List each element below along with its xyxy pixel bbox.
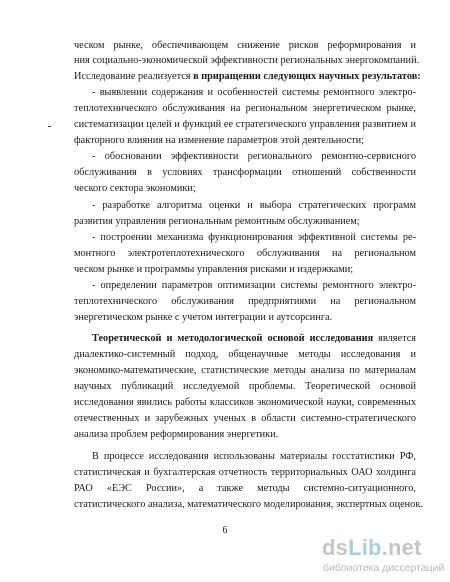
- text-line: статистического анализа, математического моделирования, экспертных оценок.: [74, 499, 423, 510]
- text-segment: в приращении следующих научных результатов:: [193, 71, 421, 82]
- text-line: анализа проблем реформирования энергетики.: [74, 429, 279, 440]
- text-segment: является: [373, 333, 416, 344]
- text-line: РАО «ЕЭС России», а также методы системно-ситуационного,: [74, 483, 416, 494]
- text-line: - определении параметров оптимизации системы ремонтного электро-: [92, 280, 416, 291]
- text-line: статистическая и бухгалтерская отчетность территориальных ОАО холдинга: [74, 467, 416, 478]
- text-line: ческом рынке и программы управления рисками и издержками;: [74, 264, 354, 275]
- text-segment: Исследование реализуется: [74, 71, 194, 82]
- watermark-logo: [322, 535, 422, 561]
- text-line: энергетическом рынке с учетом интеграции и аутсорсинга.: [74, 312, 333, 323]
- text-line: систематизации целей и функций ее стратегического управления развитием и: [74, 119, 416, 130]
- text-line: теплотехнического обслуживания предприятиями на региональном: [74, 296, 416, 307]
- watermark-logo-lib: Lib: [348, 535, 382, 560]
- text-line: [92, 332, 416, 345]
- text-segment: Теоретической и методологической основой исследования: [92, 333, 374, 344]
- text-line: научных публикаций исследуемой проблемы. Теоретической основой: [74, 381, 416, 392]
- text-line: [74, 70, 421, 83]
- text-line: обслуживания в условиях трансформации отношений собственности: [74, 167, 416, 178]
- text-line: ческом рынке, обеспечивающем снижение рисков реформирования и: [74, 40, 416, 51]
- text-line: развития управления региональным ремонтным обслуживанием;: [74, 216, 360, 227]
- text-line: ческого сектора экономики;: [74, 183, 196, 194]
- text-line: исследования явились работы классиков экономической науки, современных: [74, 397, 416, 408]
- text-line: отечественных и зарубежных ученых в области системно-стратегического: [74, 413, 416, 424]
- text-line: - обосновании эффективности регионального ремонтно-сервисного: [92, 151, 416, 162]
- text-line: ния социально-экономической эффективности региональных энергокомпаний.: [74, 55, 420, 66]
- text-line: - построении механизма функционирования эффективной системы ре-: [92, 232, 416, 243]
- text-line: экономико-математические, статистические методы анализа по материалам: [74, 365, 416, 376]
- text-line: теплотехнического обслуживания на региональном энергетическом рынке,: [74, 103, 416, 114]
- watermark-logo-net: .net: [381, 535, 422, 560]
- text-line: В процессе исследования использованы материалы госстатистики РФ,: [92, 451, 416, 462]
- page-number: 6: [222, 525, 228, 536]
- watermark-logo-ds: ds: [322, 535, 349, 560]
- text-line: - выявлении содержания и особенностей системы ремонтного электро-: [92, 87, 416, 98]
- text-line: монтного электротеплотехнического обслуживания на региональном: [74, 248, 416, 259]
- margin-mark: [48, 126, 51, 127]
- text-line: - разработке алгоритма оценки и выбора стратегических программ: [92, 200, 416, 211]
- text-line: факторного влияния на изменение параметров этой деятельности;: [74, 135, 365, 146]
- watermark: [322, 535, 448, 579]
- watermark-subtitle: библиотека диссертаций: [323, 562, 445, 574]
- text-line: диалектико-системный подход, общенаучные методы исследования и: [74, 349, 416, 360]
